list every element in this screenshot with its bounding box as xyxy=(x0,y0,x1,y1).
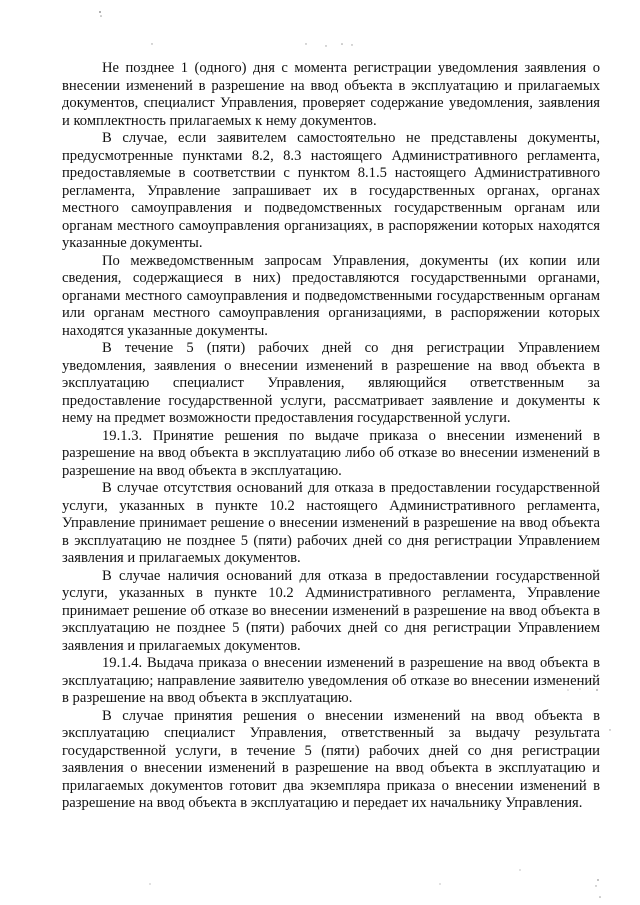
paragraph: По межведомственным запросам Управления, документы (их копии или сведения, содержащиеся в них) предоставляются государственными органами, органами местного самоуправления и подведомственными государственным органам или органам местного самоуправления организациями, в распоряжении которых находятся указанные документы. xyxy=(62,252,600,339)
paragraph: В случае наличия оснований для отказа в предоставлении государственной услуги, указанных в пункте 10.2 Административного регламента, Управление принимает решение об отказе во внесении изменений в разрешение на ввод объекта в эксплуатацию не позднее 5 (пяти) рабочих дней со дня регистрации Управлением заявления и прилагаемых документов. xyxy=(62,567,600,654)
paragraph: 19.1.4. Выдача приказа о внесении изменений в разрешение на ввод объекта в эксплуатацию; направление заявителю уведомления об отказе во внесении изменений в разрешение на ввод объекта в эксплуатацию. xyxy=(62,655,600,706)
paragraph: В случае принятия решения о внесении изменений на ввод объекта в эксплуатацию специалист Управления, ответственный за выдачу результата государственной услуги, в течение 5 (пяти) рабочих дней со дня регистрации заявления о внесении изменений в разрешение на ввод объекта в эксплуатацию и прилагаемых документов готовит два экземпляра приказа о внесении изменений в разрешение на ввод объекта в эксплуатацию и передает их начальнику Управления. xyxy=(62,707,600,811)
document-body xyxy=(62,60,600,813)
paragraph: 19.1.3. Принятие решения по выдаче приказа о внесении изменений в разрешение на ввод объекта в эксплуатацию либо об отказе во внесении изменений в разрешение на ввод объекта в эксплуатацию. xyxy=(62,427,600,479)
paragraph: В случае, если заявителем самостоятельно не представлены документы, предусмотренные пунктами 8.2, 8.3 настоящего Административного регламента, предоставляемые в соответствии с пунктом 8.1.5 настоящего Административного регламента, Управление запрашивает их в государственных органах, органах местного самоуправления и подведомственных государственным органам или органам местного самоуправления организациях, в распоряжении которых находятся указанные документы. xyxy=(62,130,600,251)
paragraph: В случае отсутствия оснований для отказа в предоставлении государственной услуги, указанных в пункте 10.2 настоящего Административного регламента, Управление принимает решение о внесении изменений в разрешение на ввод объекта в эксплуатацию не позднее 5 (пяти) рабочих дней со дня регистрации Управлением заявления и прилагаемых документов. xyxy=(62,480,600,566)
paragraph: Не позднее 1 (одного) дня с момента регистрации уведомления заявления о внесении изменений в разрешение на ввод объекта в эксплуатацию и прилагаемых документов, специалист Управления, проверяет содержание уведомления, заявления и комплектность прилагаемых к нему документов. xyxy=(62,60,600,129)
paragraph: В течение 5 (пяти) рабочих дней со дня регистрации Управлением уведомления, заявления о внесении изменений в разрешение на ввод объекта в эксплуатацию специалист Управления, являющийся ответственным за предоставление государственной услуги, рассматривает заявление и документы к нему на предмет возможности предоставления государственной услуги. xyxy=(62,340,600,426)
